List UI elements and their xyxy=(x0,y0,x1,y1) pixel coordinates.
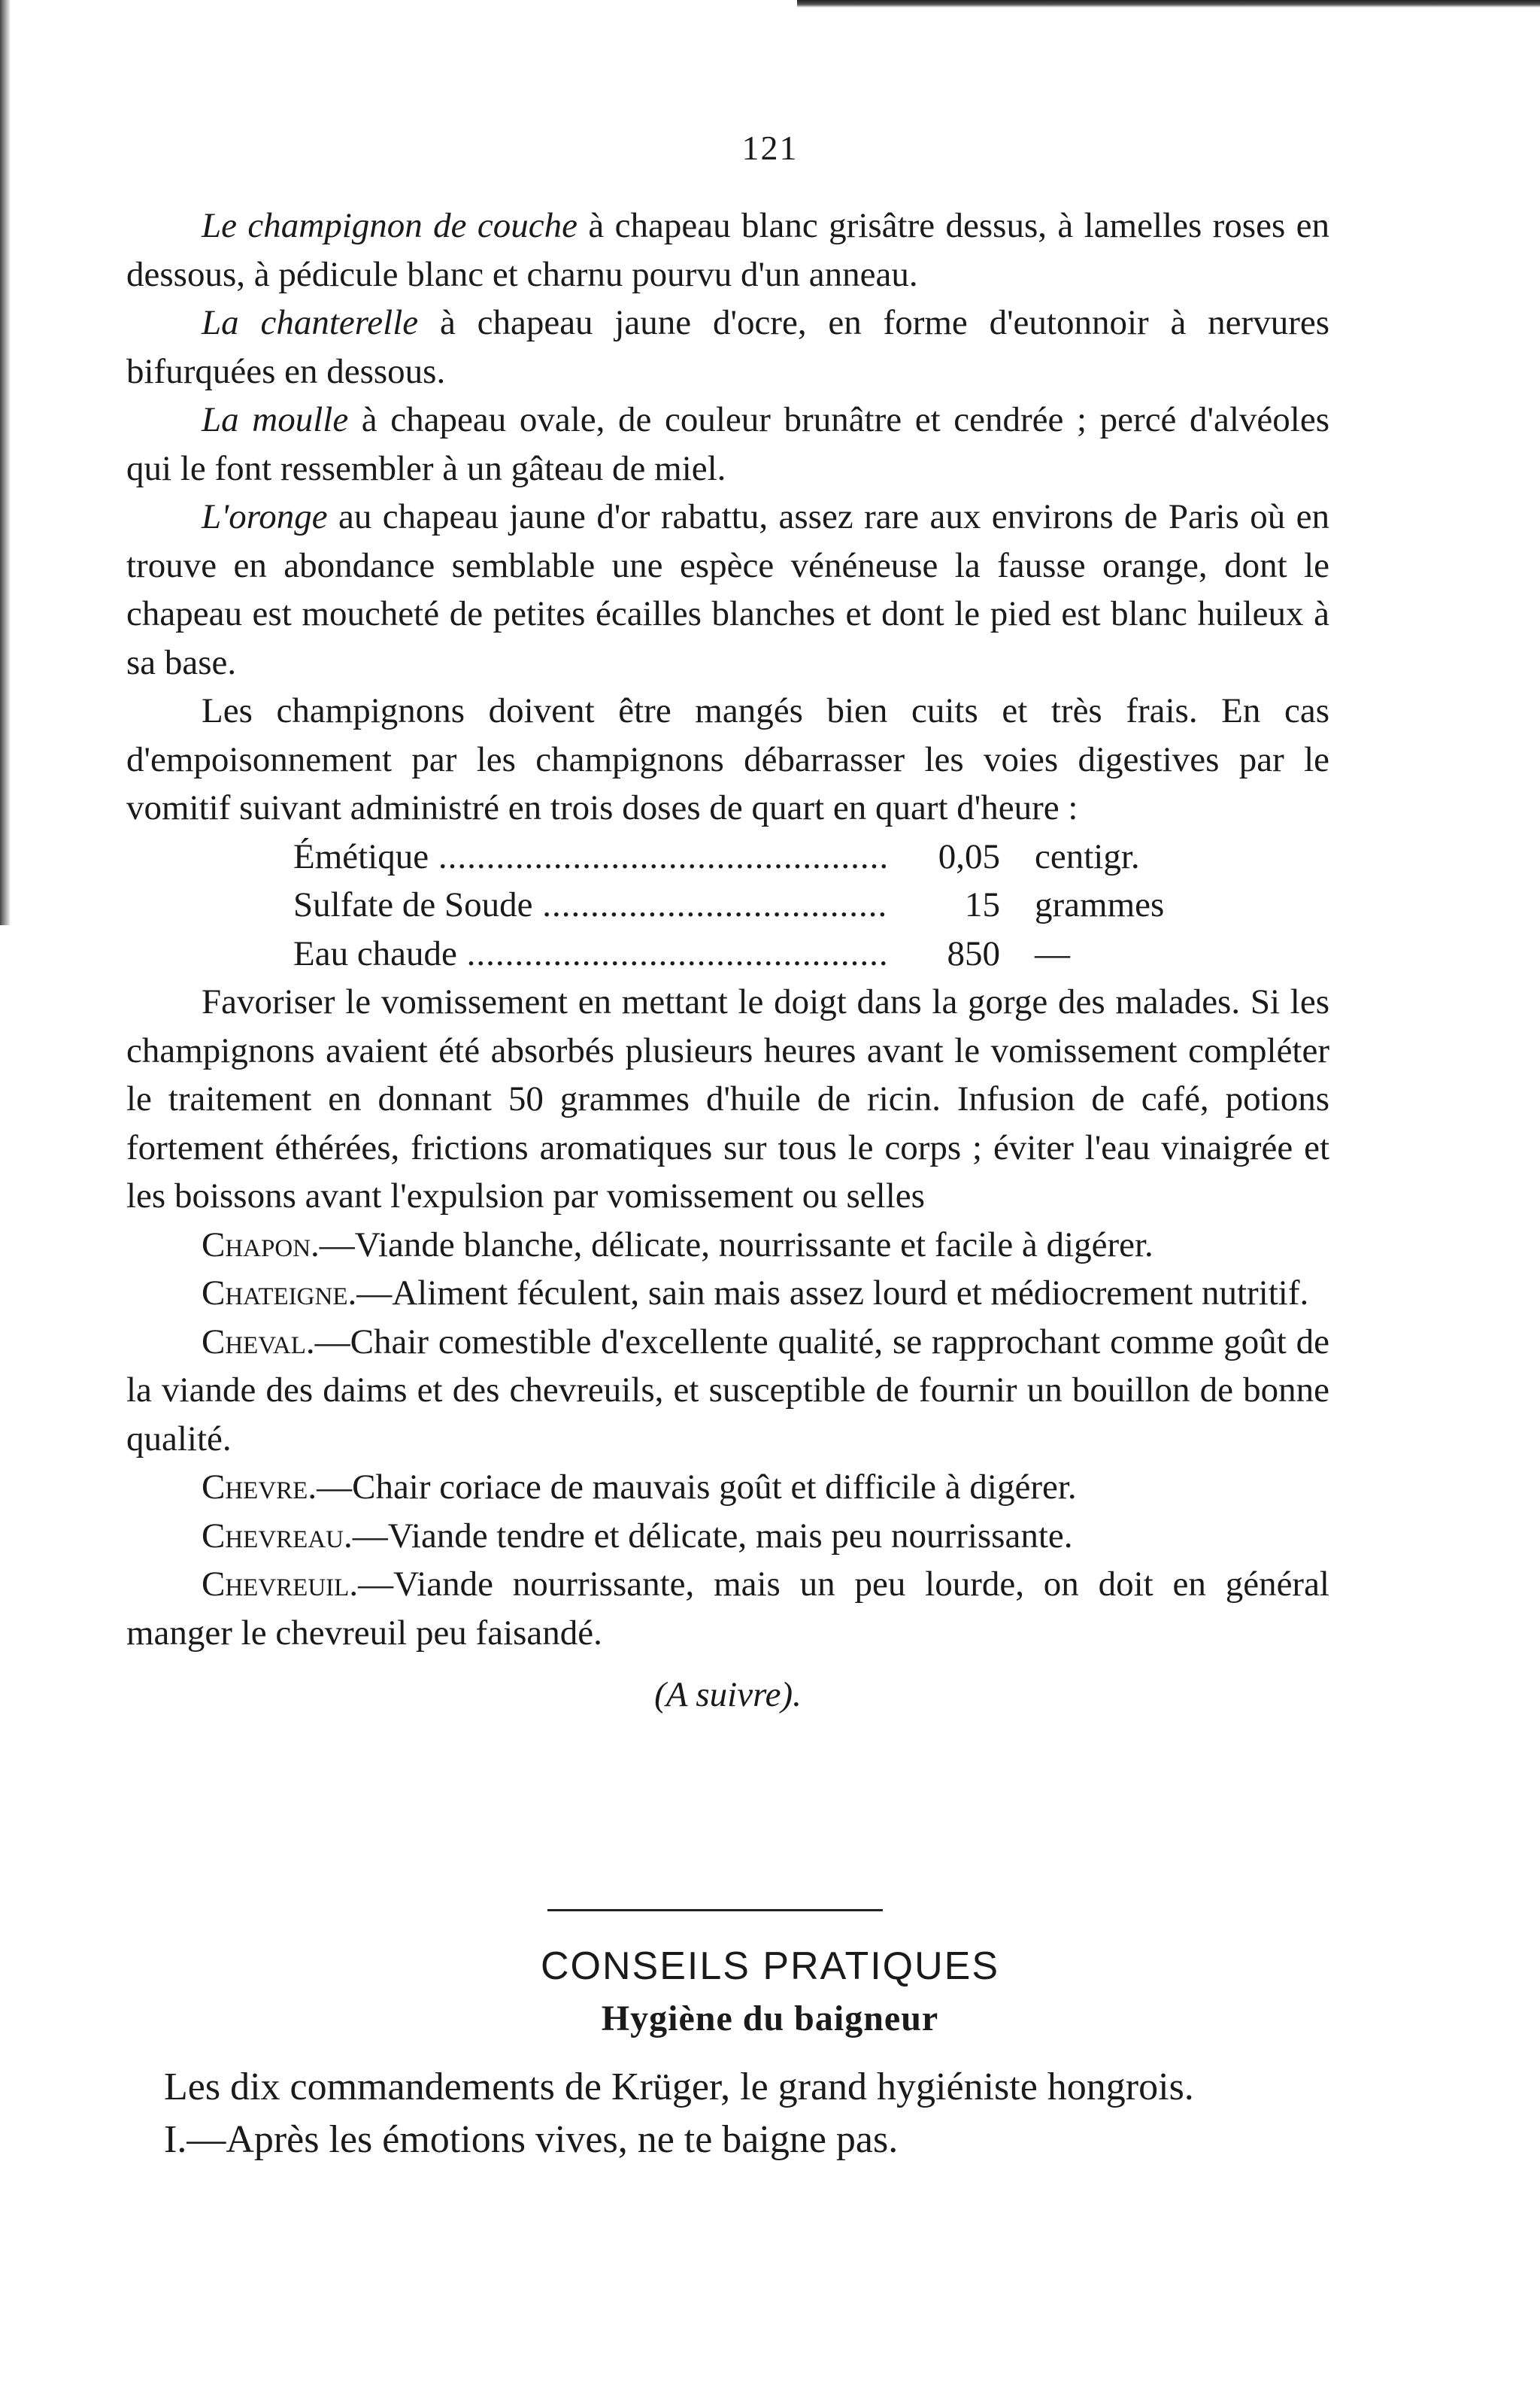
mushroom-term: Le champignon de couche xyxy=(202,206,578,245)
entry-heading: Chevreuil. xyxy=(202,1565,359,1604)
entry-heading: Chevreau. xyxy=(202,1516,353,1556)
recipe-row xyxy=(293,930,1196,979)
recipe-unit: centigr. xyxy=(1035,836,1140,876)
mushroom-term: La chanterelle xyxy=(202,303,419,342)
section-subtitle: Hygiène du baigneur xyxy=(601,1999,939,2038)
entry-text: —Viande blanche, délicate, nourrissante et facile à digérer. xyxy=(319,1225,1153,1264)
recipe-quantity: 850 xyxy=(947,933,1000,973)
mushroom-term: L'oronge xyxy=(202,497,328,536)
entry-text: —Chair comestible d'excellente qualité, se rapprochant comme goût de la viande des daims et des chevreuils, et susceptible de fournir un bouillon de bonne qualité. xyxy=(126,1322,1329,1458)
recipe-quantity: 0,05 xyxy=(938,836,1000,876)
recipe-row xyxy=(293,833,1196,882)
entry-text: —Viande nourrissante, mais un peu lourde, on doit en général manger le chevreuil peu faisandé. xyxy=(126,1565,1329,1653)
entry-heading: Chevre. xyxy=(202,1468,317,1507)
recipe-ingredient: Émétique ..... xyxy=(293,833,887,882)
mushroom-description: au chapeau jaune d'or rabattu, assez rare aux environs de Paris où en trouve en abondance semblable une espèce vénéneuse la fausse orange, dont le chapeau est moucheté de petites écailles blanches et dont le pied est blanc huileux à sa base. xyxy=(126,497,1329,682)
mushroom-description: à chapeau blanc grisâtre dessus, à lamelles roses en dessous, à pédicule blanc et charnu pourvu d'un anneau. xyxy=(126,206,1329,294)
entry-heading: Chateigne. xyxy=(202,1273,357,1313)
entry-text: —Viande tendre et délicate, mais peu nourrissante. xyxy=(352,1516,1073,1556)
commandments-intro: Les dix commandements de Krüger, le grand hygiéniste hongrois. xyxy=(164,2066,1194,2108)
mushroom-description: à chapeau ovale, de couleur brunâtre et cendrée ; percé d'alvéoles qui le font ressembler à un gâteau de miel. xyxy=(126,400,1329,488)
recipe-ingredient: Eau chaude ..... xyxy=(293,930,887,979)
recipe-row xyxy=(293,881,1196,930)
food-entry xyxy=(126,1463,1329,1512)
food-entry xyxy=(126,1318,1329,1464)
mushroom-description: à chapeau jaune d'ocre, en forme d'eutonnoir à nervures bifurquées en dessous. xyxy=(126,303,1329,391)
food-entry xyxy=(126,1512,1329,1561)
scan-top-shadow xyxy=(797,0,1540,8)
mushroom-paragraph xyxy=(126,396,1329,493)
section-title: CONSEILS PRATIQUES xyxy=(540,1944,1000,1988)
mushroom-paragraph xyxy=(126,202,1329,299)
vomitive-recipe xyxy=(293,833,1196,979)
mushroom-paragraph xyxy=(126,299,1329,396)
food-entry xyxy=(126,1560,1329,1657)
poisoning-intro: Les champignons doivent être mangés bien cuits et très frais. En cas d'empoisonnement par les champignons débarrasser les voies digestives par le vomitif suivant administré en trois doses de quart en quart d'heure : xyxy=(126,691,1329,827)
food-entry xyxy=(126,1269,1329,1318)
entry-text: —Aliment féculent, sain mais assez lourd et médiocrement nutritif. xyxy=(356,1273,1309,1313)
to-be-continued: (A suivre). xyxy=(654,1675,802,1714)
recipe-unit: — xyxy=(1035,933,1070,973)
bottom-text-block xyxy=(126,2061,1329,2166)
main-text-block xyxy=(126,202,1329,1720)
mushroom-paragraph xyxy=(126,493,1329,687)
mushroom-term: La moulle xyxy=(202,400,349,439)
entry-heading: Chapon. xyxy=(202,1225,320,1264)
food-entry xyxy=(126,1221,1329,1270)
recipe-ingredient: Sulfate de Soude ..... xyxy=(293,881,887,930)
recipe-unit: grammes xyxy=(1035,885,1165,924)
recipe-quantity: 15 xyxy=(965,885,1000,924)
treatment-paragraph: Favoriser le vomissement en mettant le doigt dans la gorge des malades. Si les champignons avaient été absorbés plusieurs heures avant le vomissement compléter le traitement en donnant 50 grammes d'huile de ricin. Infusion de café, potions fortement éthérées, frictions aromatiques sur tous le corps ; éviter l'eau vinaigrée et les boissons avant l'expulsion par vomissement ou selles xyxy=(126,982,1329,1216)
section-divider xyxy=(547,1909,883,1911)
commandment-item: I.—Après les émotions vives, ne te baigne pas. xyxy=(164,2118,899,2161)
entry-heading: Cheval. xyxy=(202,1322,315,1361)
entry-text: —Chair coriace de mauvais goût et difficile à digérer. xyxy=(317,1468,1077,1507)
page-number: 121 xyxy=(741,129,799,167)
